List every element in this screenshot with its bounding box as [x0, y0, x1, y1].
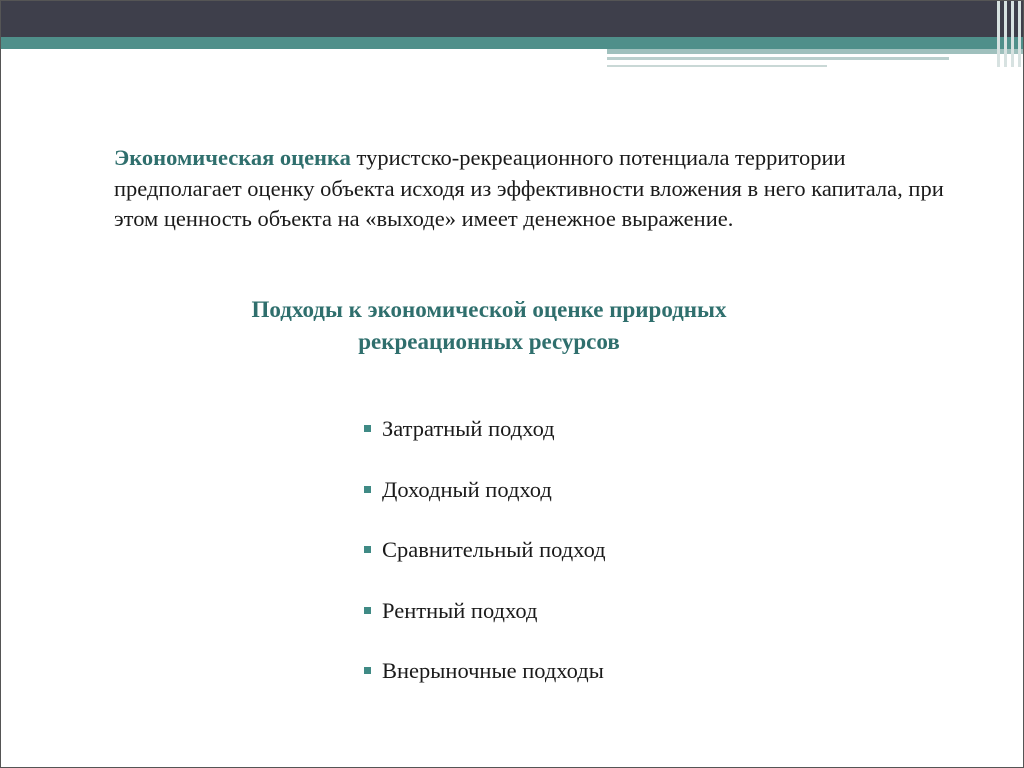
list-item-label: Затратный подход — [382, 416, 555, 441]
header-accent-band — [607, 49, 1024, 54]
square-bullet-icon — [364, 486, 371, 493]
header-bar — [1011, 1, 1014, 67]
square-bullet-icon — [364, 667, 371, 674]
square-bullet-icon — [364, 546, 371, 553]
intro-term: Экономическая оценка — [114, 145, 351, 170]
header-accent-line — [607, 65, 827, 67]
list-item-label: Внерыночные подходы — [382, 658, 604, 683]
header-bar — [997, 1, 1000, 67]
header-bar — [1018, 1, 1021, 67]
list-item-label: Доходный подход — [382, 476, 552, 502]
section-title: Подходы к экономической оценке природных рекреационных ресурсов — [251, 297, 727, 354]
intro-text: туристско-рекреационного потенциала территории предполагает оценку объекта исходя из эффективности вложения в него капитала, при этом ценность объекта на «выходе» имеет денежное выражение. — [114, 145, 944, 231]
square-bullet-icon — [364, 607, 371, 614]
header-bar — [1004, 1, 1007, 67]
header-teal-band — [1, 37, 1024, 49]
list-item — [363, 535, 606, 565]
list-item — [363, 414, 606, 444]
list-item — [363, 596, 606, 626]
list-item-label: Сравнительный подход — [382, 537, 606, 562]
header-dark-band — [1, 1, 1024, 37]
header-accent-line — [607, 57, 949, 60]
list-item — [363, 656, 606, 686]
header-vertical-bars — [995, 1, 1024, 67]
intro-paragraph — [114, 143, 944, 235]
list-item-label: Рентный подход — [382, 597, 538, 623]
square-bullet-icon — [364, 425, 371, 432]
approaches-list — [363, 414, 606, 717]
list-item — [363, 475, 606, 505]
